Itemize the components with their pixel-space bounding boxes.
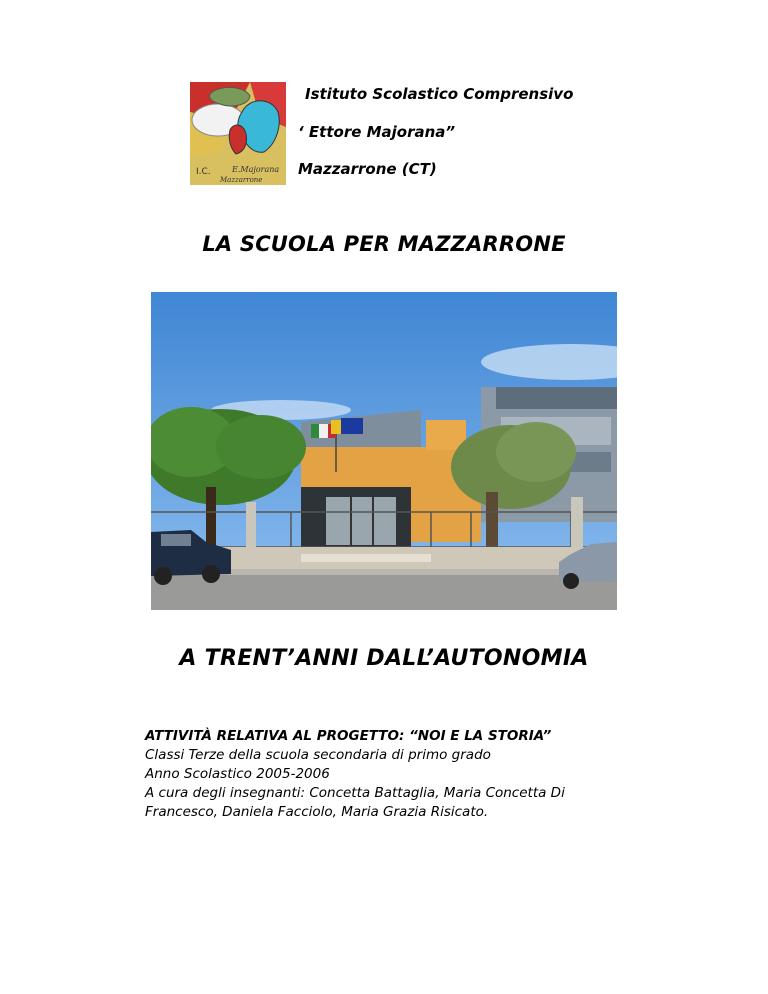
info-line-classes: Classi Terze della scuola secondaria di primo grado bbox=[145, 747, 491, 763]
info-line-teachers-cont: Francesco, Daniela Facciolo, Maria Grazia Risicato. bbox=[145, 804, 489, 820]
info-line-school-year: Anno Scolastico 2005-2006 bbox=[145, 766, 330, 782]
svg-text:Mazzarrone: Mazzarrone bbox=[220, 176, 263, 184]
svg-text:I.C.: I.C. bbox=[196, 167, 211, 177]
school-building-photo bbox=[151, 292, 617, 610]
document-subtitle: A TRENT’ANNI DALL’AUTONOMIA bbox=[179, 646, 589, 671]
institute-name-line1: Istituto Scolastico Comprensivo bbox=[305, 85, 574, 103]
institute-location: Mazzarrone (CT) bbox=[298, 160, 437, 178]
school-logo-icon bbox=[190, 82, 286, 185]
document-title: LA SCUOLA PER MAZZARRONE bbox=[202, 232, 566, 256]
institute-name-line2: ‘ Ettore Majorana” bbox=[298, 123, 456, 141]
info-line-teachers: A cura degli insegnanti: Concetta Battaglia, Maria Concetta Di bbox=[145, 785, 565, 801]
svg-text:E.Majorana: E.Majorana bbox=[232, 165, 280, 174]
project-heading: ATTIVITÀ RELATIVA AL PROGETTO: “NOI E LA STORIA” bbox=[145, 728, 552, 744]
